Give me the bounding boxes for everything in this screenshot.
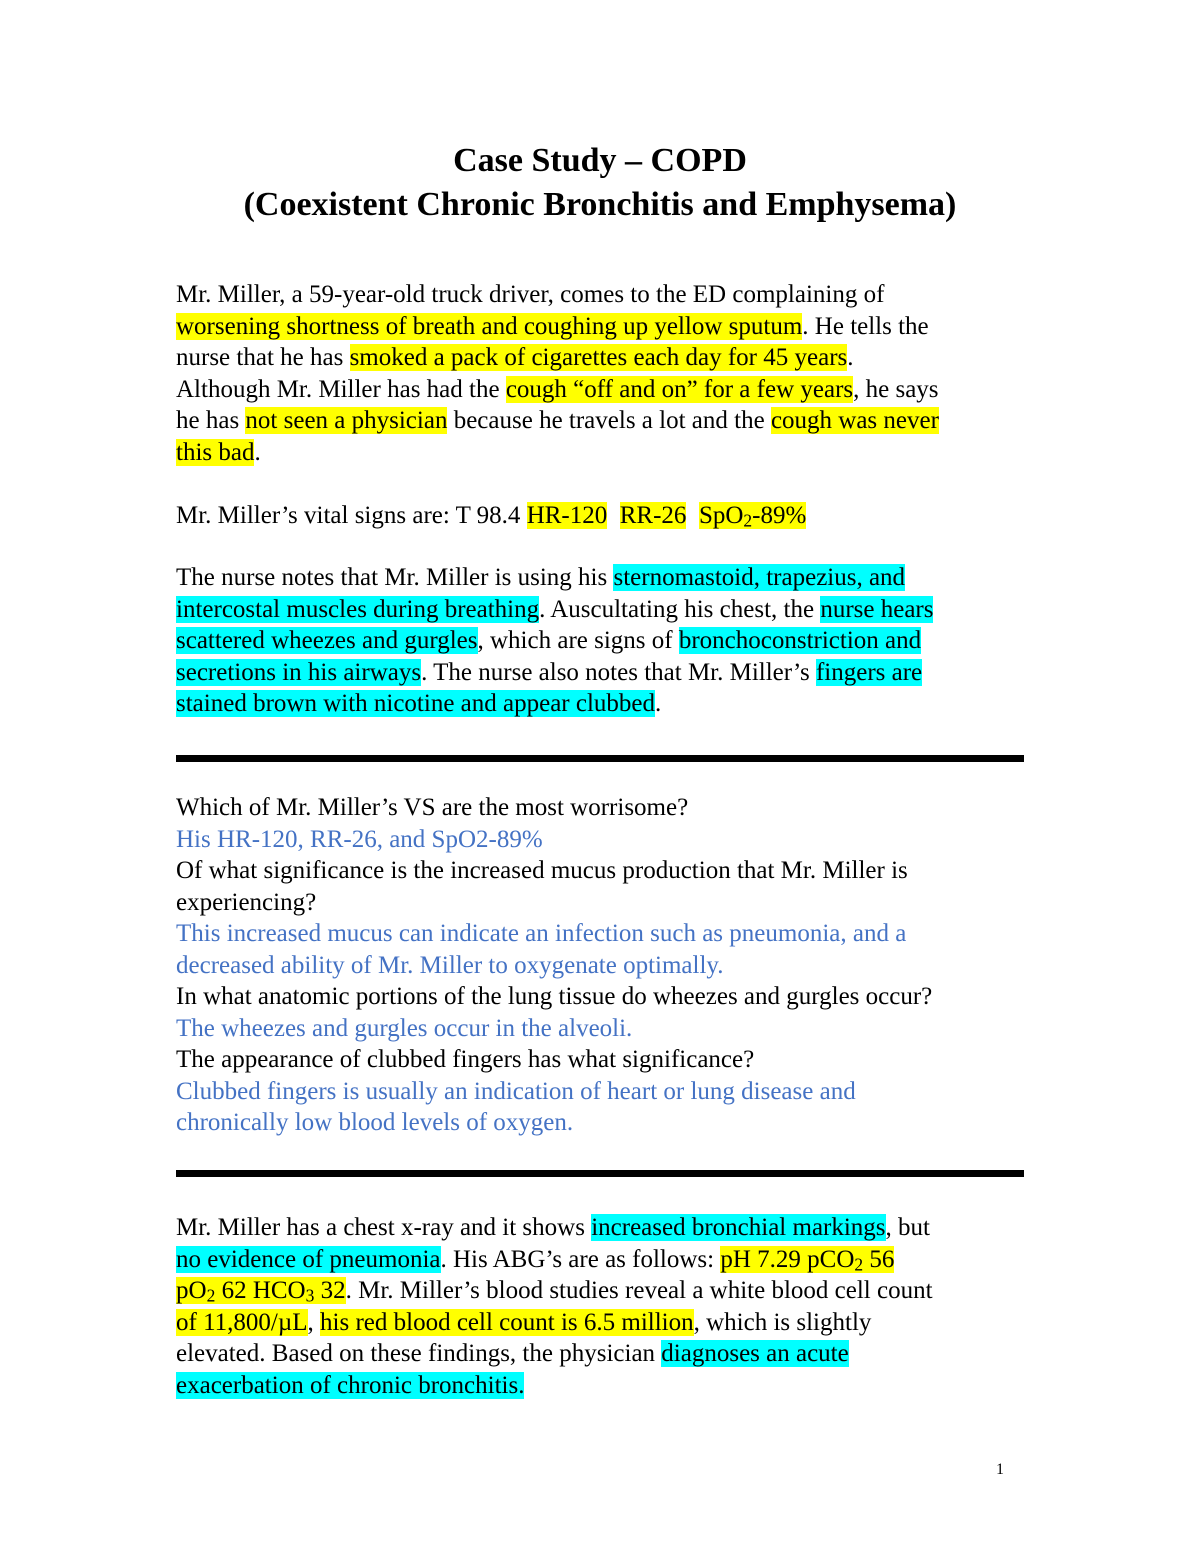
text: elevated. Based on these findings, the physician: [176, 1340, 662, 1367]
intro-paragraph: [176, 279, 1046, 468]
highlight-yellow: cough “off and on” for a few years: [505, 375, 854, 403]
vital-hr: HR-120: [526, 502, 608, 529]
text: , which is slightly: [693, 1308, 872, 1336]
assessment-line: [176, 562, 1046, 594]
findings-line: [176, 1244, 1046, 1276]
question: Of what significance is the increased mucus production that Mr. Miller is: [176, 857, 908, 884]
highlight-cyan: stained brown with nicotine and appear clubbed: [176, 690, 656, 717]
text: . He tells the: [802, 312, 929, 340]
horizontal-rule: [176, 755, 1024, 762]
highlight-cyan: secretions in his airways: [176, 658, 422, 686]
assessment-line: [176, 625, 1046, 657]
vital-rr: RR-26: [619, 502, 687, 529]
findings-line: [176, 1307, 1046, 1339]
text: he has: [176, 407, 246, 434]
intro-line: [176, 342, 1046, 374]
highlight-yellow: his red blood cell count is 6.5 million: [320, 1308, 694, 1336]
assessment-line: [176, 688, 1046, 720]
sub: 2: [206, 1285, 216, 1306]
text: Mr. Miller has a chest x-ray and it shows: [176, 1214, 592, 1241]
text: , but: [885, 1214, 930, 1241]
findings-paragraph: [176, 1212, 1046, 1401]
assessment-line: [176, 657, 1046, 689]
sub: 3: [305, 1285, 315, 1306]
findings-line: [176, 1212, 1046, 1244]
answer: decreased ability of Mr. Miller to oxygenate optimally.: [176, 951, 724, 979]
text: .: [847, 344, 854, 371]
text: .: [655, 690, 662, 717]
highlight-yellow: not seen a physician: [245, 407, 448, 434]
findings-line: [176, 1275, 1046, 1307]
question: In what anatomic portions of the lung tissue do wheezes and gurgles occur?: [176, 983, 933, 1010]
abg-pco2: 56: [863, 1245, 895, 1273]
answer: This increased mucus can indicate an infection such as pneumonia, and a: [176, 920, 907, 947]
text: Although Mr. Miller has had the: [176, 375, 506, 403]
spo2-post: -89%: [752, 502, 807, 529]
sub: 2: [854, 1254, 864, 1274]
text: ,: [307, 1308, 321, 1336]
highlight-cyan: nurse hears: [820, 595, 934, 623]
highlight-yellow: [176, 1277, 346, 1304]
highlight-yellow: of 11,800/µL: [176, 1308, 308, 1336]
question: experiencing?: [176, 888, 317, 916]
text: . His ABG’s are as follows:: [440, 1245, 721, 1273]
text: Mr. Miller, a 59-year-old truck driver, comes to the ED complaining of: [176, 281, 885, 308]
highlight-yellow: worsening shortness of breath and coughing up yellow sputum: [176, 312, 803, 340]
abg-hco3: 62 HCO: [215, 1277, 306, 1304]
horizontal-rule: [176, 1170, 1024, 1177]
assessment-paragraph: [176, 562, 1046, 720]
answer: The wheezes and gurgles occur in the alveoli.: [176, 1014, 633, 1042]
spo2-sub: 2: [743, 510, 753, 531]
assessment-line: [176, 594, 1046, 626]
text: .: [254, 438, 261, 466]
text: , he says: [853, 375, 939, 403]
intro-line: [176, 311, 1046, 343]
text: . Mr. Miller’s blood studies reveal a white blood cell count: [345, 1277, 933, 1304]
questions-section: [176, 792, 1046, 1139]
vitals-text: [176, 500, 1046, 532]
text: nurse that he has: [176, 344, 350, 371]
abg-hco3-value: 32: [314, 1277, 346, 1304]
title-line-2: (Coexistent Chronic Bronchitis and Emphysema): [243, 186, 957, 223]
answer: chronically low blood levels of oxygen.: [176, 1109, 574, 1136]
intro-line: [176, 405, 1046, 437]
highlight-yellow: smoked a pack of cigarettes each day for 45 years: [349, 344, 848, 371]
intro-line: [176, 279, 1046, 311]
highlight-cyan: fingers are: [815, 658, 923, 686]
highlight-cyan: exacerbation of chronic bronchitis.: [176, 1371, 525, 1399]
highlight-cyan: sternomastoid, trapezius, and: [613, 564, 906, 591]
question: Which of Mr. Miller’s VS are the most worrisome?: [176, 794, 689, 821]
text: The nurse notes that Mr. Miller is using his: [176, 564, 614, 591]
highlight-cyan: diagnoses an acute: [661, 1340, 849, 1367]
highlight-yellow: [720, 1246, 894, 1273]
findings-line: [176, 1338, 1046, 1370]
spo2-pre: SpO: [698, 502, 744, 529]
title-line-1: Case Study – COPD: [453, 142, 747, 179]
findings-line: [176, 1370, 1046, 1402]
highlight-cyan: bronchoconstriction and: [678, 627, 922, 654]
page-number: 1: [996, 1461, 1004, 1478]
text: because he travels a lot and the: [447, 407, 771, 434]
highlight-yellow: cough was never: [770, 407, 939, 434]
intro-line: [176, 374, 1046, 406]
highlight-cyan: no evidence of pneumonia: [176, 1245, 441, 1273]
vitals-label: Mr. Miller’s vital signs are: T 98.4: [176, 502, 527, 529]
intro-line: [176, 437, 1046, 469]
text: . Auscultating his chest, the: [539, 595, 821, 623]
abg-po2: pO: [176, 1277, 207, 1304]
highlight-cyan: intercostal muscles during breathing: [176, 595, 540, 623]
vital-spo2: [699, 502, 806, 529]
highlight-cyan: scattered wheezes and gurgles: [176, 627, 478, 654]
text: . The nurse also notes that Mr. Miller’s: [421, 658, 816, 686]
vitals-line: [176, 500, 1046, 532]
answer: His HR-120, RR-26, and SpO2-89%: [176, 825, 543, 853]
highlight-cyan: increased bronchial markings: [591, 1214, 886, 1241]
text: , which are signs of: [477, 627, 679, 654]
answer: Clubbed fingers is usually an indication of heart or lung disease and: [176, 1077, 856, 1105]
abg-ph: pH 7.29 pCO: [720, 1245, 855, 1273]
question: The appearance of clubbed fingers has what significance?: [176, 1046, 755, 1073]
highlight-yellow: this bad: [176, 438, 255, 466]
